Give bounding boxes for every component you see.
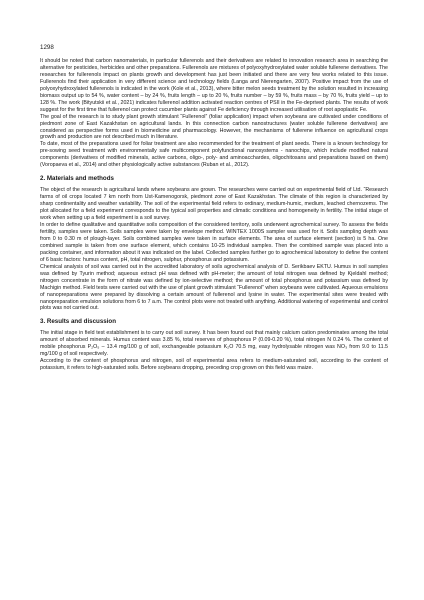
results-paragraph: The initial stage in field test establishment is to carry out soil survey. It has been found out that mainly calcium cation predominates among the total amount of absorbed minerals. Humus content was 3.85 %, total reserves of phosphorus P (0.09-0.20 %), total nitrogen N 0.24 %. The content of mobile phosphorus P₂O₅ – 13.4 mg/100 g of soil, exchangeable potassium K₂O 70.5 mg, easy hydrolysable nitrogen was NO₃ from 9.0 to 11.5 mg/100 g of soil respectively.: [40, 330, 388, 358]
intro-paragraph: To date, most of the preparations used for foliar treatment are also recommended for the treatment of plant seeds. There is a known technology for pre-sowing seed treatment with environmentally safe multicomponent polyfunctional nanosystems - nanochips, which include modified natural components (derivatives of modified minerals, active carbons, oligo-, poly- and aminoacchardes, oligochitosans and preparations based on them) (Voropaeva et al., 2014) and other physiologically active substances (Ruban et al., 2012).: [40, 141, 388, 169]
article-body: [40, 58, 388, 372]
methods-paragraph: In order to define qualitative and quantitative soils composition of the considered territory, soils underwent agrochemical survey. To assess the fields fertility, samples were taken. Soils samples were taken by envelope method. WINTEX 1000S sampler was used for it. Soils sampling depth was from 0 to 0.30 m of plough-layer. Soils combined samples were taken in surface elements. The area of surface element (section) is 5 ha. One combined sample is taken from one surface element, which contains 10-25 individual samples. Then the combined sample was placed into a packing container, and information about it was indicated on the label. Collected samples further go to agrochemical laboratory to define the content of 6 basic factors: humus content, pH, total nitrogen, sulphur, phosphorus and potassium.: [40, 222, 388, 263]
section-heading-results-discussion: 3. Results and discussion: [40, 318, 116, 326]
methods-paragraph: The object of the research is agricultural lands where soybeans are grown. The researches were carried out on experimental field of Ltd. “Research farms of oil crops located 7 km north from Ust-Kamenogorsk, piedmont zone of East Kazakhstan. The climate of this region is characterized by sharp continentality and weather variability. The soil of the experimental field refers to ordinary, medium-humic, medium, leached chernozems. The plot allocated for a field experiment corresponds to the typical soil properties and climatic conditions and homogeneity in fertility. The initial stage of work when setting up a field experiment is a soil survey.: [40, 187, 388, 222]
methods-paragraph: Chemical analysis of soil was carried out in the accredited laboratory of soils agrochemical analysis of D. Serikbaev EKTU. Humus in soil samples was defined by Tyurin method; aqueous extract pH was defined with pH-meter; the amount of total nitrogen was defined by Kjeldahl method; nitrogen concentrate in the form of nitrate was defined by ion-selective method; the amount of total phosphorus and potassium was defined by Machigin method. Field tests were carried out with the use of plant growth stimulant “Fullerenol” when soybeans were cultivated. Aqueous emulsions of nanopreparations were prepared by dissolving a certain amount of fullerenol and lysine in water. The experimental sites were treated with nanopreparation emulsion solutions from 6 to 7 a.m. The control plots were not treated with anything. Additional watering of experimental and control plots was not carried out.: [40, 263, 388, 312]
section-heading-materials-methods: 2. Materials and methods: [40, 175, 114, 183]
intro-paragraph: It should be noted that carbon nanomaterials, in particular fullerenols and their derivatives are related to innovation research area in searching the alternative for pesticides, herbicides and other preparations. Fullerenols are mixtures of polyoxyhydroxylated water soluble fullerene derivatives. The researches for fullerenols impact on plants growth and development has just been initiated and there are very few works related to this issue. Fullerenols find their application in very different science and technology fields (Langa and Nierengarten, 2007). Positive impact from the use of polyoxyhydroxylated fullerenols is indicated in the work (Kole et al., 2013), where bitter melon seeds treatment by the solution resulted in increasing biomass output up to 54 %, water content – by 24 %, fruits length – up to 20 %, fruits number – by 59 %, fruits mass – by 70 %, fruits yield – up to 128 %. The work (Bityutskii et al., 2021) indicates fullerenol addition activated reaction centres of PSII in the Fe-deprived plants. The results of work suggest for the first time that fullerenol can protect cucumber plants against Fe deficiency through increased utilisation of root apoplastic Fe.: [40, 58, 388, 113]
intro-paragraph: The goal of the research is to study plant growth stimulant “Fullerenol” (foliar application) impact when soybeans are cultivated under conditions of piedmont zone of East Kazakhstan on agricultural lands. In this connection carbon nanostructures (water soluble fullerene derivatives) are considered as perspective forms used in biomedicine and pharmacology. However, the mechanisms of fullerene influence on agricultural crops growth and production are not described much in literature.: [40, 113, 388, 141]
page-number: 1298: [40, 44, 54, 51]
results-paragraph: According to the content of phosphorus and nitrogen, soil of experimental area refers to medium-saturated soil, according to the content of potassium, it refers to high-saturated soils. Before soybeans dropping, preceding crop grown on this field was maize.: [40, 358, 388, 372]
